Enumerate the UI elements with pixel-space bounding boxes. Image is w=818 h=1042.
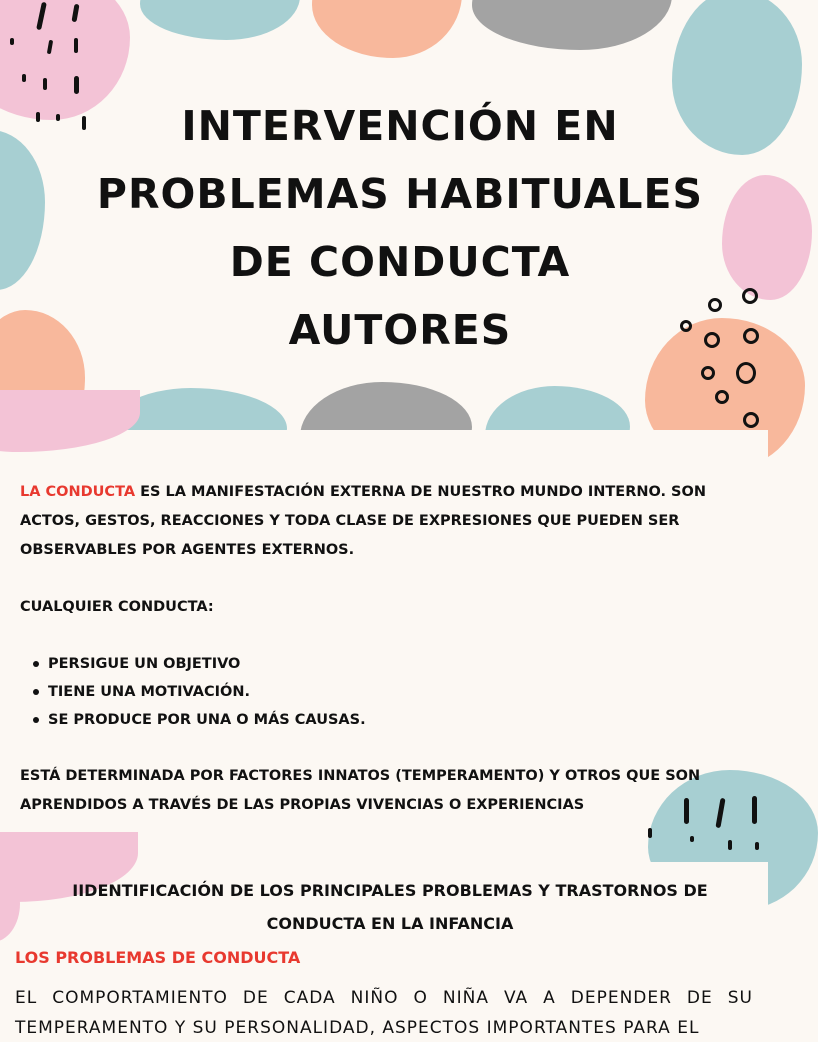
gray-blob-top bbox=[472, 0, 672, 50]
highlight-term: LA CONDUCTA bbox=[20, 484, 136, 500]
intro-paragraph bbox=[20, 478, 764, 565]
pink-blob-corner bbox=[0, 390, 140, 452]
identification-slide bbox=[0, 862, 768, 1038]
title-line-4: AUTORES bbox=[288, 306, 512, 354]
title-slide bbox=[0, 0, 768, 430]
peach-blob-top bbox=[312, 0, 462, 58]
list-item: TIENE UNA MOTIVACIÓN. bbox=[20, 678, 764, 706]
title-line-3: DE CONDUCTA bbox=[229, 238, 571, 286]
presentation-title bbox=[60, 92, 740, 364]
list-item: PERSIGUE UN OBJETIVO bbox=[20, 650, 764, 678]
closing-paragraph: ESTÁ DETERMINADA POR FACTORES INNATOS (TEMPERAMENTO) Y OTROS QUE SON APRENDIDOS A TRAVÉS DE LAS PROPIAS VIVENCIAS O EXPERIENCIAS bbox=[20, 768, 701, 813]
characteristics-list bbox=[20, 650, 764, 734]
list-item: SE PRODUCE POR UNA O MÁS CAUSAS. bbox=[20, 706, 764, 734]
title-line-2: PROBLEMAS HABITUALES bbox=[96, 170, 704, 218]
definition-text bbox=[20, 478, 764, 848]
paragraph-line-2: TEMPERAMENTO Y SU PERSONALIDAD, ASPECTOS IMPORTANTES PARA EL bbox=[15, 1018, 700, 1038]
teal-blob-top bbox=[140, 0, 300, 40]
section-subheading: LOS PROBLEMAS DE CONDUCTA bbox=[15, 948, 301, 967]
definition-slide bbox=[0, 430, 768, 862]
list-heading: CUALQUIER CONDUCTA: bbox=[20, 599, 214, 615]
intro-text: ES LA MANIFESTACIÓN EXTERNA DE NUESTRO MUNDO INTERNO. SON ACTOS, GESTOS, REACCIONES Y TODA CLASE DE EXPRESIONES QUE PUEDEN SER OBSERVABLES POR AGENTES EXTERNOS. bbox=[20, 484, 706, 558]
paragraph-line-1: EL COMPORTAMIENTO DE CADA NIÑO O NIÑA VA A DEPENDER DE SU bbox=[15, 988, 753, 1008]
section-heading: IIDENTIFICACIÓN DE LOS PRINCIPALES PROBLEMAS Y TRASTORNOS DE CONDUCTA EN LA INFANCIA bbox=[72, 881, 708, 933]
title-line-1: INTERVENCIÓN EN bbox=[181, 102, 619, 150]
teal-blob-left bbox=[0, 130, 45, 290]
